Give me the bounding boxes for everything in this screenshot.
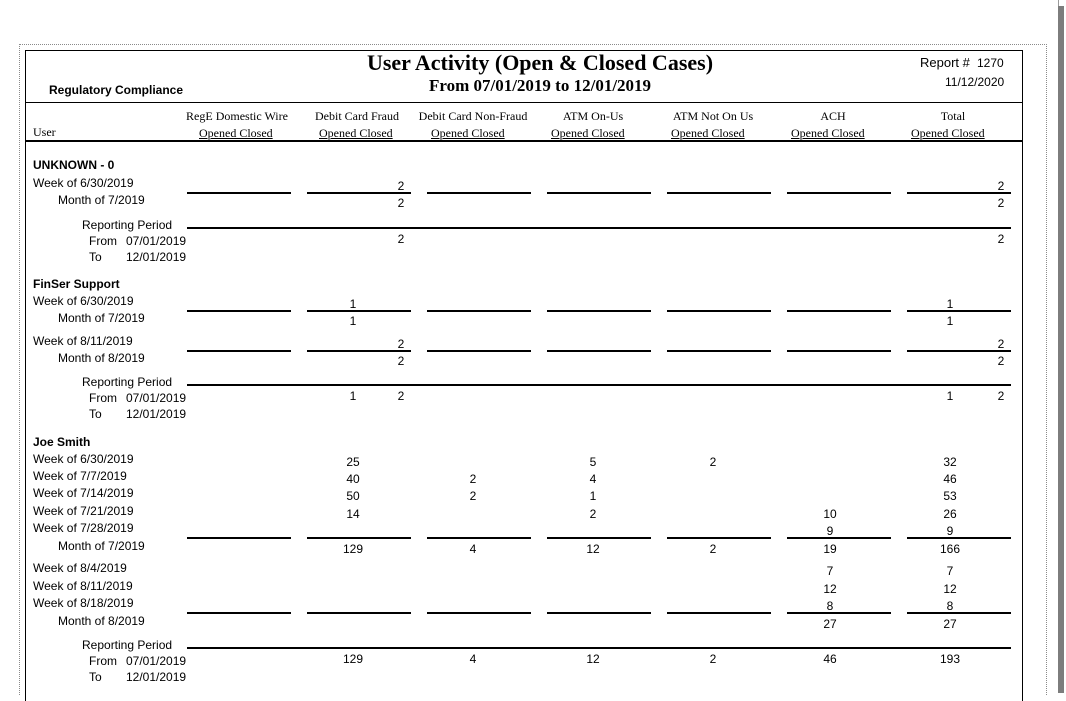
period-rule [187, 647, 1011, 649]
week-label: Week of 7/28/2019 [33, 521, 134, 535]
week-label: Week of 8/4/2019 [33, 561, 127, 575]
opened-count: 1 [946, 389, 954, 403]
opened-count: 32 [943, 455, 957, 469]
opened-count: 9 [946, 524, 954, 538]
opened-closed-label: Opened Closed [431, 126, 505, 140]
subtotal-rule [427, 310, 531, 312]
subtotal-rule [787, 612, 891, 614]
week-label: Week of 8/18/2019 [33, 596, 134, 610]
closed-count: 2 [997, 196, 1005, 210]
opened-count: 2 [469, 489, 477, 503]
opened-count: 7 [826, 564, 834, 578]
week-label: Week of 7/14/2019 [33, 486, 134, 500]
header-rule [25, 102, 1022, 103]
subtotal-rule [547, 192, 651, 194]
week-label: Week of 6/30/2019 [33, 176, 134, 190]
report-date: 11/12/2020 [945, 75, 1005, 89]
opened-closed-label: Opened Closed [319, 126, 393, 140]
column-group-label: Debit Card Fraud [315, 109, 399, 123]
opened-count: 4 [469, 652, 477, 666]
opened-count: 10 [823, 507, 837, 521]
user-column-header: User [33, 125, 56, 139]
column-group-label: ACH [820, 109, 846, 123]
subtotal-rule [547, 612, 651, 614]
opened-count: 166 [939, 542, 961, 556]
closed-count: 2 [397, 196, 405, 210]
subtotal-rule [307, 537, 411, 539]
subtotal-rule [427, 350, 531, 352]
opened-count: 2 [709, 455, 717, 469]
closed-count: 2 [397, 337, 405, 351]
period-rule [187, 227, 1011, 229]
report-title: User Activity (Open & Closed Cases) [366, 50, 714, 75]
opened-count: 12 [586, 542, 600, 556]
opened-count: 2 [709, 652, 717, 666]
opened-count: 27 [943, 617, 957, 631]
subtotal-rule [787, 310, 891, 312]
month-label: Month of 7/2019 [58, 311, 145, 325]
column-header [533, 108, 653, 142]
opened-count: 7 [946, 564, 954, 578]
opened-count: 8 [826, 599, 834, 613]
opened-count: 50 [346, 489, 360, 503]
closed-count: 2 [997, 354, 1005, 368]
column-header [773, 108, 893, 142]
subtotal-rule [667, 350, 771, 352]
subtotal-rule [667, 192, 771, 194]
opened-count: 2 [709, 542, 717, 556]
reporting-period-label: Reporting Period [82, 638, 173, 652]
opened-count: 1 [349, 389, 357, 403]
report-number: 1270 [977, 56, 1004, 70]
department-name: Regulatory Compliance [49, 83, 184, 97]
subtotal-rule [427, 612, 531, 614]
week-label: Week of 6/30/2019 [33, 294, 134, 308]
column-group-label: ATM On-Us [562, 109, 624, 123]
subtotal-rule [667, 612, 771, 614]
opened-count: 1 [589, 489, 597, 503]
opened-count: 4 [589, 472, 597, 486]
subtotal-rule [547, 537, 651, 539]
report-number-label: Report # [920, 55, 970, 70]
period-rule [187, 384, 1011, 386]
subtotal-rule [907, 192, 1011, 194]
closed-count: 2 [397, 179, 405, 193]
week-label: Week of 7/21/2019 [33, 504, 134, 518]
opened-count: 12 [586, 652, 600, 666]
subtotal-rule [907, 612, 1011, 614]
opened-count: 12 [943, 582, 957, 596]
column-header [301, 108, 413, 142]
closed-count: 2 [397, 389, 405, 403]
to-date: 12/01/2019 [126, 250, 187, 264]
column-header [413, 108, 533, 142]
reporting-period-label: Reporting Period [82, 375, 173, 389]
opened-closed-label: Opened Closed [199, 126, 273, 140]
page-shadow [1058, 6, 1064, 693]
user-name: UNKNOWN - 0 [33, 158, 115, 172]
subtotal-rule [307, 192, 411, 194]
reporting-period-label: Reporting Period [82, 218, 173, 232]
closed-count: 2 [397, 232, 405, 246]
column-group-label: ATM Not On Us [672, 109, 754, 123]
from-date: 07/01/2019 [126, 654, 187, 668]
subtotal-rule [787, 350, 891, 352]
opened-count: 40 [346, 472, 360, 486]
opened-count: 27 [823, 617, 837, 631]
subtotal-rule [907, 537, 1011, 539]
month-label: Month of 8/2019 [58, 351, 145, 365]
opened-count: 2 [469, 472, 477, 486]
month-label: Month of 7/2019 [58, 193, 145, 207]
to-date: 12/01/2019 [126, 407, 187, 421]
to-date: 12/01/2019 [126, 670, 187, 684]
opened-closed-label: Opened Closed [791, 126, 865, 140]
user-name: FinSer Support [33, 277, 120, 291]
subtotal-rule [907, 350, 1011, 352]
subtotal-rule [187, 612, 291, 614]
opened-count: 1 [349, 297, 357, 311]
subtotal-rule [187, 537, 291, 539]
opened-count: 5 [589, 455, 597, 469]
opened-count: 1 [946, 297, 954, 311]
subtotal-rule [187, 350, 291, 352]
opened-count: 25 [346, 455, 360, 469]
opened-count: 129 [342, 542, 364, 556]
subtotal-rule [787, 192, 891, 194]
week-label: Week of 7/7/2019 [33, 469, 127, 483]
subtotal-rule [427, 537, 531, 539]
subtotal-rule [307, 310, 411, 312]
opened-count: 1 [946, 314, 954, 328]
column-group-label: Total [940, 109, 966, 123]
month-label: Month of 8/2019 [58, 614, 145, 628]
closed-count: 2 [397, 354, 405, 368]
user-name: Joe Smith [33, 435, 91, 449]
to-label: To [89, 250, 102, 264]
opened-count: 8 [946, 599, 954, 613]
from-label: From [89, 654, 117, 668]
opened-closed-label: Opened Closed [551, 126, 625, 140]
month-label: Month of 7/2019 [58, 539, 145, 553]
opened-count: 2 [589, 507, 597, 521]
opened-count: 46 [943, 472, 957, 486]
opened-count: 12 [823, 582, 837, 596]
subtotal-rule [787, 537, 891, 539]
to-label: To [89, 407, 102, 421]
closed-count: 2 [997, 179, 1005, 193]
opened-count: 46 [823, 652, 837, 666]
opened-count: 4 [469, 542, 477, 556]
report-subtitle: From 07/01/2019 to 12/01/2019 [428, 76, 652, 95]
subtotal-rule [187, 310, 291, 312]
subtotal-rule [427, 192, 531, 194]
opened-closed-label: Opened Closed [911, 126, 985, 140]
subtotal-rule [667, 537, 771, 539]
opened-count: 19 [823, 542, 837, 556]
closed-count: 2 [997, 337, 1005, 351]
opened-closed-label: Opened Closed [671, 126, 745, 140]
subtotal-rule [667, 310, 771, 312]
subtotal-rule [547, 350, 651, 352]
subtotal-rule [187, 192, 291, 194]
from-label: From [89, 391, 117, 405]
opened-count: 53 [943, 489, 957, 503]
column-group-label: Debit Card Non-Fraud [418, 109, 528, 123]
opened-count: 1 [349, 314, 357, 328]
from-date: 07/01/2019 [126, 234, 187, 248]
opened-count: 26 [943, 507, 957, 521]
column-header [653, 108, 773, 142]
closed-count: 2 [997, 389, 1005, 403]
column-header [893, 108, 1013, 142]
from-date: 07/01/2019 [126, 391, 187, 405]
opened-count: 14 [346, 507, 360, 521]
closed-count: 2 [997, 232, 1005, 246]
column-header [181, 108, 293, 142]
week-label: Week of 8/11/2019 [33, 579, 133, 593]
opened-count: 193 [939, 652, 961, 666]
opened-count: 9 [826, 524, 834, 538]
column-group-label: RegE Domestic Wire [186, 109, 288, 123]
subtotal-rule [907, 310, 1011, 312]
subtotal-rule [547, 310, 651, 312]
to-label: To [89, 670, 102, 684]
subtotal-rule [307, 612, 411, 614]
from-label: From [89, 234, 117, 248]
week-label: Week of 8/11/2019 [33, 334, 133, 348]
report-border [25, 50, 1023, 701]
week-label: Week of 6/30/2019 [33, 452, 134, 466]
subtotal-rule [307, 350, 411, 352]
opened-count: 129 [342, 652, 364, 666]
